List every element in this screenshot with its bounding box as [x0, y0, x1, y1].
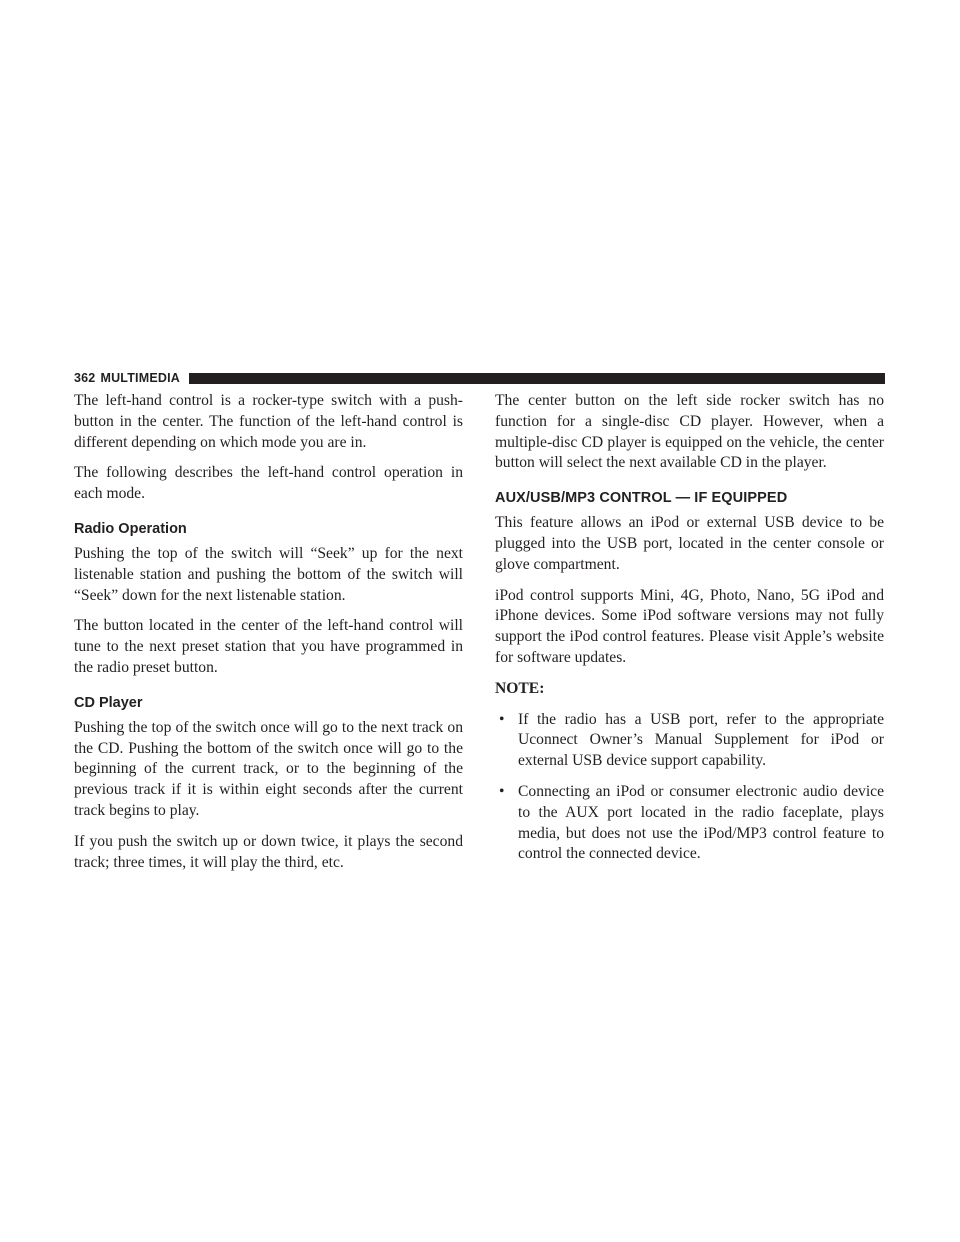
- header-rule: [189, 373, 885, 384]
- page-header: [74, 370, 885, 386]
- bullet-icon: •: [499, 710, 505, 728]
- radio-paragraph-1: Pushing the top of the switch will “Seek” up for the next listenable station and pushing the bottom of the switch will “Seek” down for the next listenable station.: [74, 544, 463, 604]
- list-item-text: Connecting an iPod or consumer electronic audio device to the AUX port located in the radio faceplate, plays media, but does not use the iPod/MP3 control feature to control the connected device.: [518, 782, 884, 863]
- cd-paragraph-2: If you push the switch up or down twice, it plays the second track; three times, it will play the third, etc.: [74, 832, 463, 871]
- note-label: NOTE:: [495, 679, 545, 697]
- page-number: 362: [74, 371, 96, 385]
- right-column: [495, 391, 884, 875]
- intro-paragraph: The left-hand control is a rocker-type switch with a push-button in the center. The function of the left-hand control is different depending on which mode you are in.: [74, 392, 463, 451]
- section-title: MULTIMEDIA: [100, 371, 181, 385]
- intro-paragraph-2: The following describes the left-hand control operation in each mode.: [74, 464, 463, 503]
- note-bullet-list: [495, 710, 884, 866]
- center-button-paragraph: The center button on the left side rocker switch has no function for a single-disc CD player. However, when a multiple-disc CD player is equipped on the vehicle, the center button will select the next available CD in the player.: [495, 392, 884, 472]
- left-column: [74, 391, 463, 883]
- list-item: [495, 710, 884, 772]
- radio-paragraph-2: The button located in the center of the left-hand control will tune to the next preset station that you have programmed in the radio preset button.: [74, 617, 463, 676]
- radio-operation-heading: Radio Operation: [74, 520, 187, 537]
- aux-usb-mp3-heading: AUX/USB/MP3 CONTROL — IF EQUIPPED: [495, 490, 788, 507]
- aux-paragraph-2: iPod control supports Mini, 4G, Photo, Nano, 5G iPod and iPhone devices. Some iPod software versions may not fully support the iPod control features. Please visit Apple’s website for software updates.: [495, 586, 884, 666]
- aux-paragraph-1: This feature allows an iPod or external USB device to be plugged into the USB port, located in the center console or glove compartment.: [495, 514, 884, 573]
- bullet-icon: •: [499, 782, 505, 800]
- cd-player-heading: CD Player: [74, 694, 143, 711]
- list-item: [495, 782, 884, 865]
- list-item-text: If the radio has a USB port, refer to the appropriate Uconnect Owner’s Manual Supplement for iPod or external USB device support capability.: [518, 710, 884, 770]
- cd-paragraph-1: Pushing the top of the switch once will go to the next track on the CD. Pushing the bottom of the switch once will go to the beginning of the current track, or to the beginning of the previous track if it is within eight seconds after the current track begins to play.: [74, 718, 463, 819]
